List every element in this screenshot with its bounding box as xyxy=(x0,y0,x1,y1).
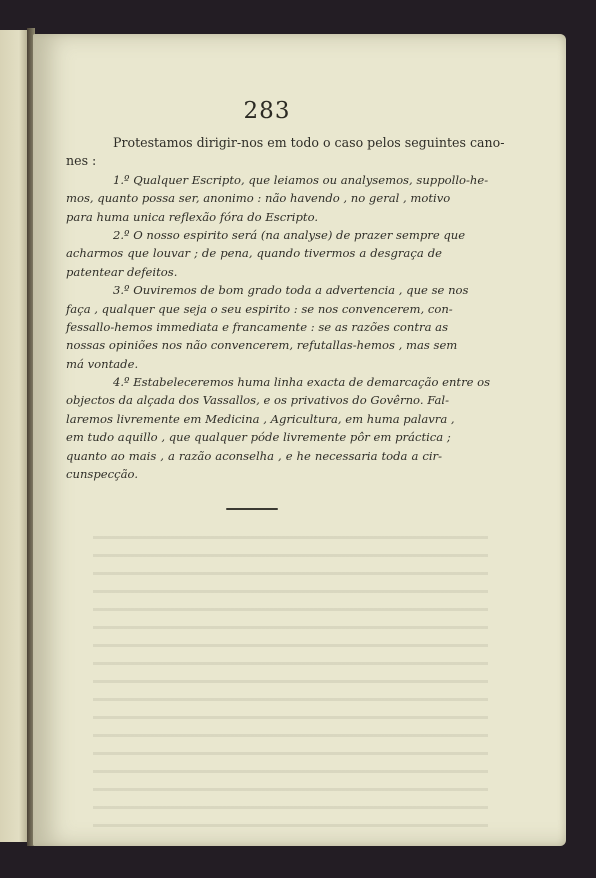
rule-2-line: acharmos que louvar ; de pena, quando tivermos a desgraça de xyxy=(66,246,442,261)
rule-3-line: nossas opiniões nos não convencerem, refutallas-hemos , mas sem xyxy=(66,338,458,353)
bleed-through-texture xyxy=(93,526,488,836)
page-number: 283 xyxy=(243,98,291,124)
rule-4-line: laremos livremente em Medicina , Agricultura, em huma palavra , xyxy=(66,411,455,426)
rule-2-line: patentear defeitos. xyxy=(66,264,178,279)
rule-3-line: fessallo-hemos immediata e francamente : se as razões contra as xyxy=(66,319,449,334)
rule-3-line: 3.º Ouviremos de bom grado toda a advertencia , que se nos xyxy=(113,283,469,298)
section-divider xyxy=(226,508,278,510)
rule-4-line: objectos da alçada dos Vassallos, e os privativos do Govêrno. Fal- xyxy=(66,393,449,408)
page-text xyxy=(66,134,505,483)
rule-3-line: faça , qualquer que seja o seu espirito : se nos convencerem, con- xyxy=(66,301,453,316)
rule-1-line: mos, quanto possa ser, anonimo : não havendo , no geral , motivo xyxy=(66,191,451,206)
rule-3-line: má vontade. xyxy=(66,356,139,371)
intro-line: Protestamos dirigir-nos em todo o caso pelos seguintes cano- xyxy=(113,135,505,150)
rule-4-line: 4.º Estabeleceremos huma linha exacta de demarcação entre os xyxy=(113,375,491,390)
rule-1-line: para huma unica reflexão fóra do Escripto. xyxy=(66,209,319,224)
rule-4-line: cunspecção. xyxy=(66,467,139,482)
book-page xyxy=(33,34,566,846)
rule-4-line: quanto ao mais , a razão aconselha , e he necessaria toda a cir- xyxy=(66,448,442,463)
rule-4-line: em tudo aquillo , que qualquer póde livremente pôr em práctica ; xyxy=(66,430,451,445)
intro-line: nes : xyxy=(66,153,97,169)
rule-1-line: 1.º Qualquer Escripto, que leiamos ou analysemos, suppollo-he- xyxy=(113,172,489,187)
rule-2-line: 2.º O nosso espirito será (na analyse) de prazer sempre que xyxy=(113,227,466,242)
facing-page-edge xyxy=(0,30,28,842)
